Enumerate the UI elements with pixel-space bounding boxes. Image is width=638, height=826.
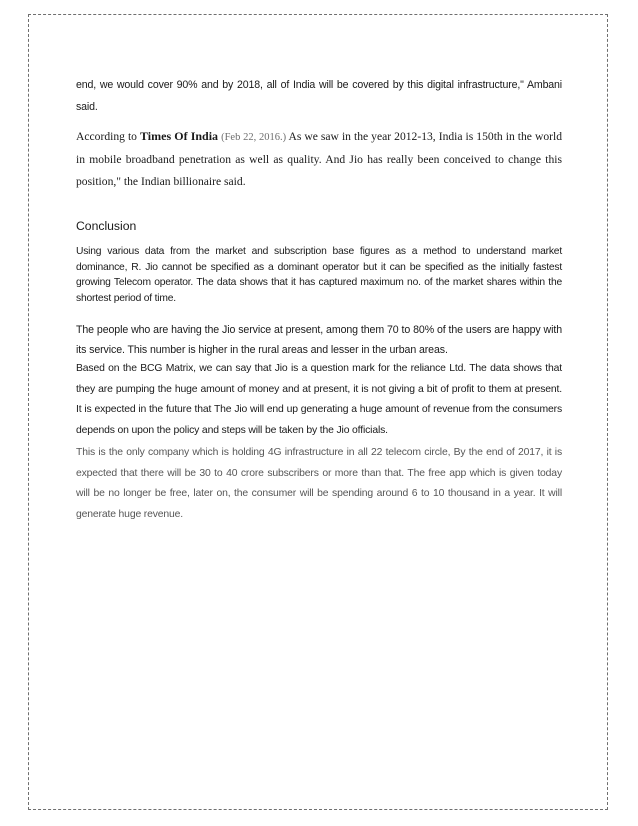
paragraph-prefix: According to — [76, 130, 140, 143]
paragraph-ambani-quote: end, we would cover 90% and by 2018, all of India will be covered by this digital infrastructure," Ambani said. — [76, 79, 562, 113]
paragraph-text: As we saw in the year 2012-13, India is 150th in the world in mobile broadband penetration as well as quality. And Jio has really been conceived to change this position," the Indian billionaire said. — [76, 130, 563, 188]
paragraph-4g-infrastructure: This is the only company which is holding 4G infrastructure in all 22 telecom circle, By the end of 2017, it is expected that there will be 30 to 40 crore subscribers or more than that. The free app which is given today will be no longer be free, later on, the consumer will be spending around 6 to 10 thousand in a year. It will generate huge revenue. — [76, 447, 562, 520]
source-name: Times Of India — [140, 129, 219, 143]
paragraph-times-of-india — [76, 125, 562, 193]
conclusion-heading: Conclusion — [76, 219, 137, 233]
paragraph-market-dominance: Using various data from the market and subscription base figures as a method to understand market dominance, R. Jio cannot be specified as a dominant operator but it can be specified as the initially fastest growing Telecom operator. The data shows that it has captured maximum no. of the market shares within the shortest period of time. — [76, 246, 562, 304]
paragraph-bcg-matrix: Based on the BCG Matrix, we can say that Jio is a question mark for the reliance Ltd. The data shows that they are pumping the huge amount of money and at present, it is not giving a bit of profit to them at present. It is expected in the future that The Jio will end up generating a huge amount of revenue from the consumers depends on upon the policy and steps will be taken by the Jio officials. — [76, 363, 562, 436]
source-date: (Feb 22, 2016.) — [221, 132, 287, 143]
paragraph-user-satisfaction: The people who are having the Jio service at present, among them 70 to 80% of the users are happy with its service. This number is higher in the rural areas and lesser in the urban areas. — [76, 324, 562, 356]
